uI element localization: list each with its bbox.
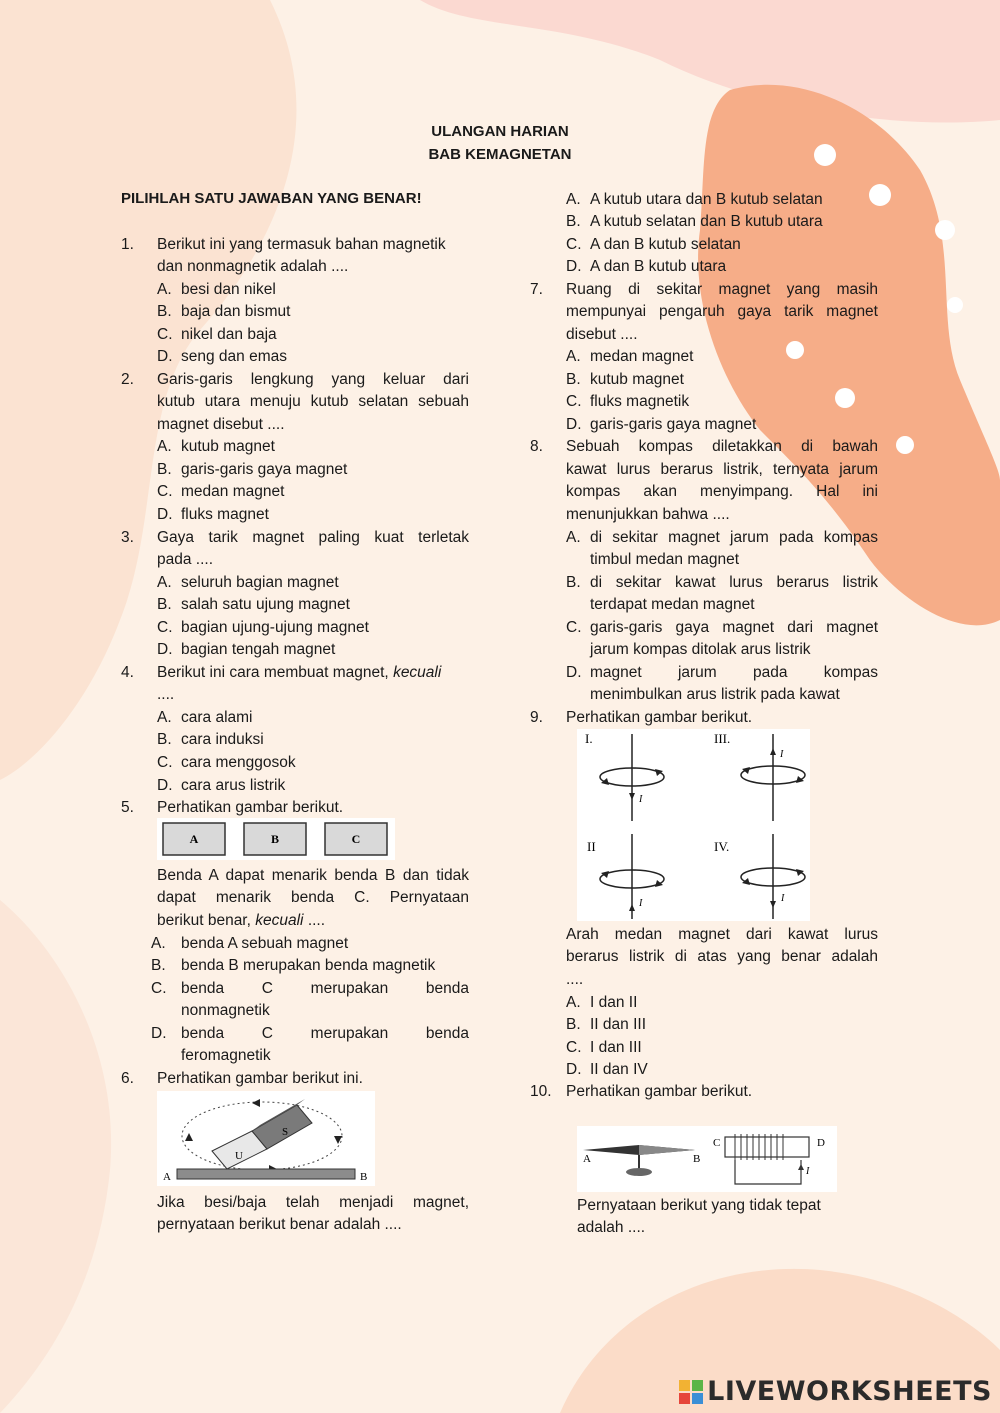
option-letter: C. [157,619,173,636]
needle-label: A [583,1153,591,1165]
wire-panel-i [600,734,664,821]
option-letter: C. [157,483,173,500]
current-label: I [639,898,643,909]
question-number: 8. [530,438,543,455]
option-text: A dan B kutub utara [590,258,727,275]
option-text: kutub magnet [181,438,275,455]
figure-magnet-stroking-bar [157,1091,375,1186]
wire-lead [735,1160,801,1184]
option-letter: A. [566,994,581,1011]
option-text: benda A sebuah magnet [181,935,349,952]
question-prompt: Perhatikan gambar berikut. [157,799,344,816]
block-label: C [351,832,361,846]
question-text: Benda A dapat menarik benda B dan tidak [157,867,469,884]
iron-bar [177,1169,355,1179]
question-text: Arah medan magnet dari kawat lurus [566,926,878,943]
option-letter: D. [566,664,582,681]
figure-wire-fields [577,729,810,921]
question-text: menunjukkan bahwa .... [566,506,730,523]
option-letter: C. [566,236,582,253]
question-text: dapat menarik benda C. Pernyataan [157,889,469,906]
option-text: seluruh bagian magnet [181,574,339,591]
option-text: garis-garis gaya magnet [590,416,757,433]
question-text: .... [566,971,584,988]
question-prompt: Perhatikan gambar berikut. [566,709,753,726]
current-label: I [639,794,643,805]
dot-5 [835,388,855,408]
option-text: benda B merupakan benda magnetik [181,957,436,974]
option-text: A dan B kutub selatan [590,236,741,253]
option-letter: B. [157,596,172,613]
question-text: Garis-garis lengkung yang keluar dari [157,371,469,388]
option-letter: A. [566,191,581,208]
option-letter: A. [151,935,166,952]
end-label: B [360,1171,368,1183]
option-text: magnet jarum pada kompas [590,664,878,681]
option-text: cara arus listrik [181,777,286,794]
option-letter: D. [151,1025,167,1042]
option-text: salah satu ujung magnet [181,596,350,613]
instruction: PILIHLAH SATU JAWABAN YANG BENAR! [121,190,422,207]
option-letter: B. [566,1016,581,1033]
panel-label: IV. [714,839,730,854]
option-text: kutub magnet [590,371,684,388]
option-text: baja dan bismut [181,303,291,320]
question-prompt: Perhatikan gambar berikut ini. [157,1070,363,1087]
question-text: pernyataan berikut benar adalah .... [157,1216,402,1233]
option-letter: D. [566,1061,582,1078]
question-text: kutub utara menuju kutub selatan sebuah [157,393,469,410]
option-letter: C. [151,980,167,997]
option-letter: B. [157,731,172,748]
option-text: feromagnetik [181,1047,271,1064]
option-letter: A. [157,709,172,726]
question-text: berikut benar, kecuali .... [157,912,326,929]
option-text: bagian ujung-ujung magnet [181,619,369,636]
option-text: cara alami [181,709,253,726]
option-text: cara menggosok [181,754,296,771]
option-letter: C. [566,1039,582,1056]
dot-6 [896,436,914,454]
question-text: magnet disebut .... [157,416,285,433]
dot-7 [947,297,963,313]
option-text: besi dan nikel [181,281,276,298]
option-text: fluks magnet [181,506,269,523]
dot-4 [786,341,804,359]
wire-panel-ii [600,834,664,919]
option-text: medan magnet [590,348,694,365]
option-text: timbul medan magnet [590,551,740,568]
solenoid-core [725,1137,809,1157]
question-text: Berikut ini yang termasuk bahan magnetik [157,236,446,253]
dot-2 [869,184,891,206]
option-text: garis-garis gaya magnet [181,461,348,478]
option-letter: A. [566,529,581,546]
question-text: Sebuah kompas diletakkan di bawah [566,438,878,455]
peach-blob-left-lower [0,900,111,1413]
question-number: 10. [530,1083,552,1100]
logo-icon [679,1380,703,1404]
question-number: 5. [121,799,134,816]
question-text: mempunyai pengaruh gaya tarik magnet [566,303,878,320]
option-letter: B. [157,461,172,478]
option-text: A kutub utara dan B kutub selatan [590,191,823,208]
option-letter: B. [566,213,581,230]
option-text: II dan III [590,1016,647,1033]
option-text: menimbulkan arus listrik pada kawat [590,686,840,703]
option-text: garis-garis gaya magnet dari magnet [590,619,878,636]
question-number: 6. [121,1070,134,1087]
option-text: benda C merupakan benda [181,980,469,997]
option-text: medan magnet [181,483,285,500]
arrow-head [185,1133,193,1141]
option-text: jarum kompas ditolak arus listrik [590,641,811,658]
question-text: disebut .... [566,326,638,343]
arrow-head [252,1099,260,1107]
pole-label: U [235,1150,243,1162]
figure-compass-solenoid [577,1126,837,1192]
figure-three-blocks [157,818,395,860]
option-text: I dan III [590,1039,642,1056]
dot-3 [935,220,955,240]
option-letter: C. [157,326,173,343]
question-prompt: Perhatikan gambar berikut. [566,1083,753,1100]
question-number: 7. [530,281,543,298]
solenoid-label: D [817,1137,825,1149]
pink-blob-top [420,0,1000,123]
option-letter: C. [566,393,582,410]
block-label: A [189,832,199,846]
option-letter: D. [157,777,173,794]
option-text: II dan IV [590,1061,648,1078]
panel-label: III. [714,731,731,746]
option-text: cara induksi [181,731,264,748]
question-text: pada .... [157,551,214,568]
compass-base [626,1168,652,1176]
option-text: fluks magnetik [590,393,690,410]
question-text: Gaya tarik magnet paling kuat terletak [157,529,469,546]
option-text: terdapat medan magnet [590,596,755,613]
title-line-2: BAB KEMAGNETAN [428,146,572,163]
pole-label: S [282,1126,289,1138]
needle-label: B [693,1153,701,1165]
option-text: di sekitar kawat lurus berarus listrik [590,574,878,591]
option-letter: B. [566,371,581,388]
current-label: I [781,893,785,904]
option-text: I dan II [590,994,638,1011]
question-text: .... [157,686,175,703]
option-letter: A. [157,574,172,591]
option-text: benda C merupakan benda [181,1025,469,1042]
option-letter: B. [151,957,166,974]
question-number: 1. [121,236,134,253]
question-number: 3. [121,529,134,546]
question-text: dan nonmagnetik adalah .... [157,258,349,275]
option-letter: D. [157,348,173,365]
question-number: 9. [530,709,543,726]
option-letter: A. [157,281,172,298]
option-letter: A. [566,348,581,365]
question-text: berarus listrik di atas yang benar adalah [566,948,878,965]
option-letter: B. [566,574,581,591]
option-letter: B. [157,303,172,320]
current-label: I [806,1166,810,1177]
wire-panel-iii [741,734,805,821]
question-number: 4. [121,664,134,681]
option-letter: D. [566,258,582,275]
solenoid-label: C [713,1137,721,1149]
option-letter: A. [157,438,172,455]
block-label: B [270,832,280,846]
option-text: bagian tengah magnet [181,641,336,658]
question-text: Jika besi/baja telah menjadi magnet, [157,1194,469,1211]
option-text: A kutub selatan dan B kutub utara [590,213,823,230]
option-letter: C. [566,619,582,636]
end-label: A [163,1171,171,1183]
panel-label: II [587,839,596,854]
question-text: kompas akan menyimpang. Hal ini [566,483,878,500]
question-text: kawat lurus berarus listrik, ternyata jarum [566,461,878,478]
question-number: 2. [121,371,134,388]
option-text: nonmagnetik [181,1002,270,1019]
option-letter: C. [157,754,173,771]
title-line-1: ULANGAN HARIAN [431,123,569,140]
option-letter: D. [157,506,173,523]
current-label: I [780,749,784,760]
option-letter: D. [566,416,582,433]
question-text: Pernyataan berikut yang tidak tepat [577,1197,821,1214]
panel-label: I. [585,731,593,746]
wire-panel-iv [741,834,805,919]
option-letter: D. [157,641,173,658]
question-text: Ruang di sekitar magnet yang masih [566,281,878,298]
question-text: adalah .... [577,1219,646,1236]
question-text: Berikut ini cara membuat magnet, kecuali [157,664,442,681]
option-text: seng dan emas [181,348,287,365]
option-text: nikel dan baja [181,326,277,343]
logo-text: LIVEWORKSHEETS [707,1376,992,1407]
liveworksheets-logo[interactable] [679,1376,992,1407]
option-text: di sekitar magnet jarum pada kompas [590,529,878,546]
